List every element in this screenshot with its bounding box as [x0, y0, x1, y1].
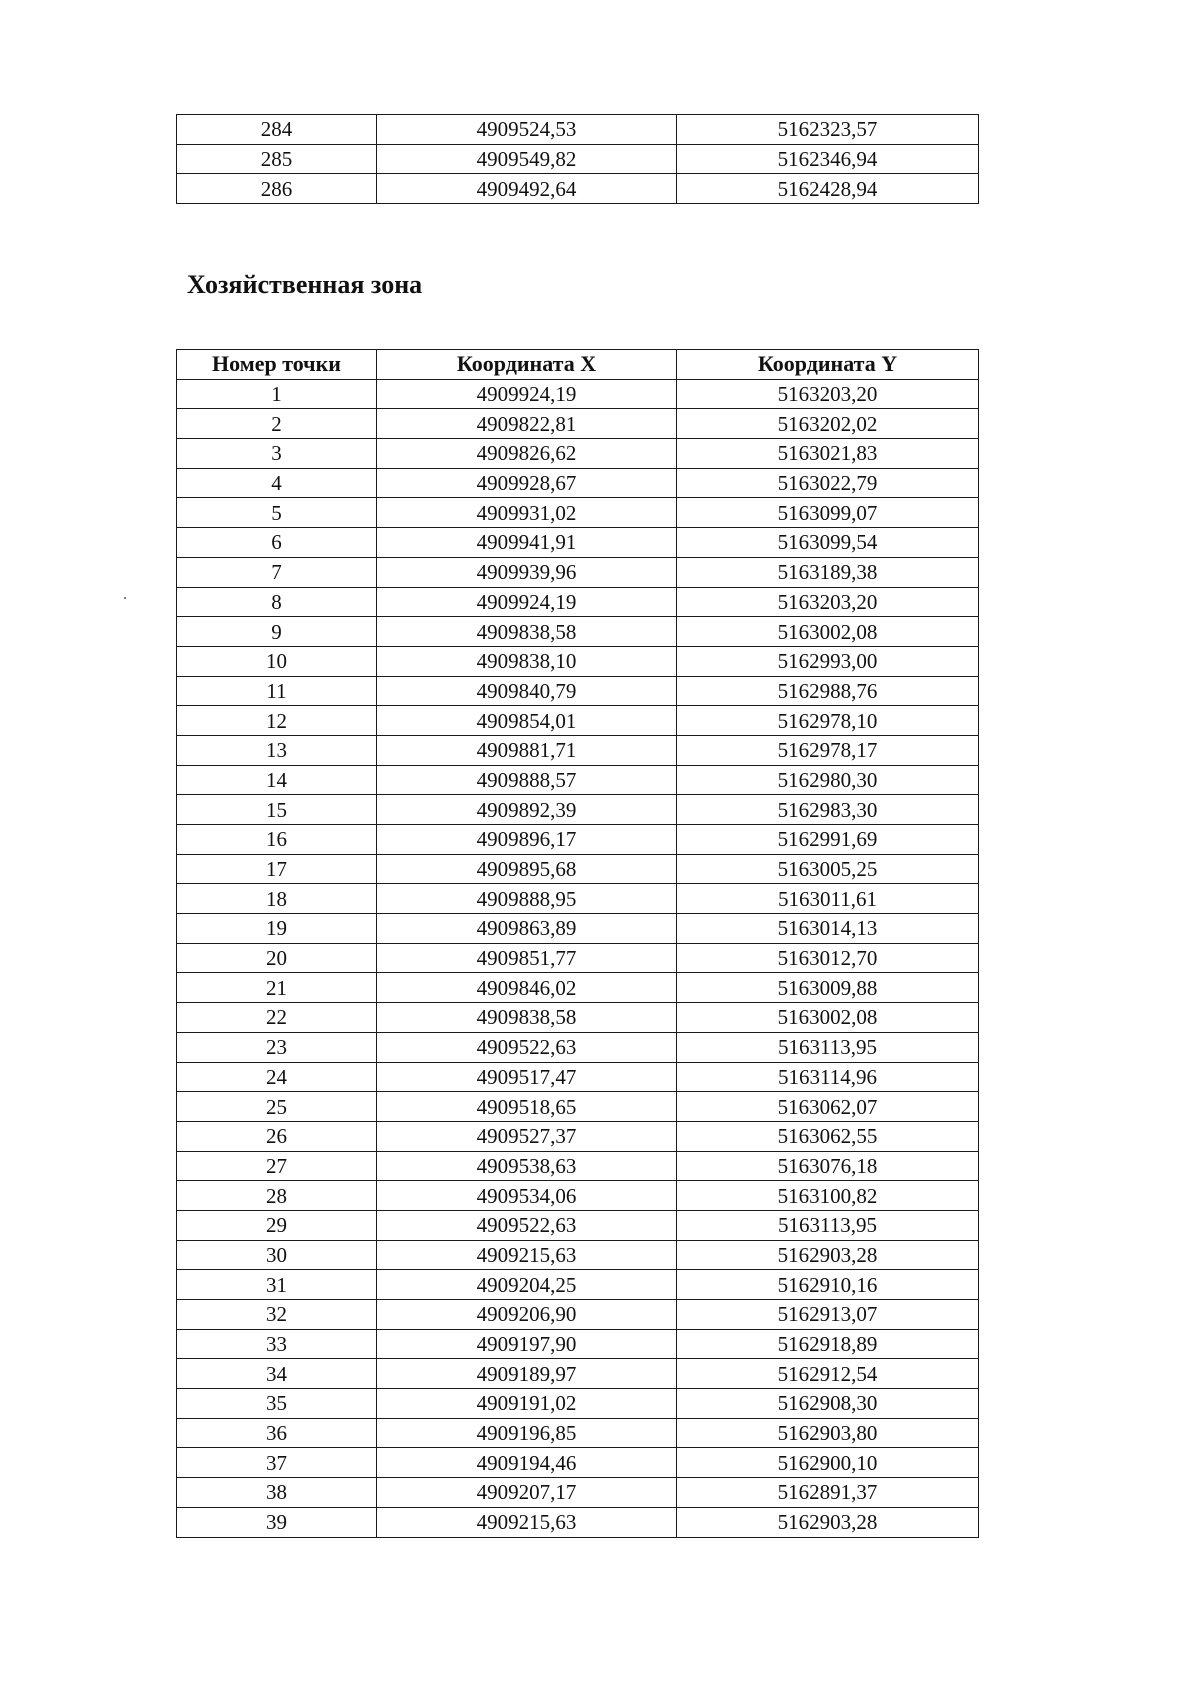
coordinate-y-cell: 5163014,13 [677, 914, 979, 944]
point-number-cell: 38 [177, 1478, 377, 1508]
table-row [177, 1092, 979, 1122]
table-header [177, 350, 979, 380]
point-number-cell: 27 [177, 1151, 377, 1181]
coordinate-y-cell: 5162980,30 [677, 765, 979, 795]
table-row [177, 1032, 979, 1062]
coordinate-x-cell: 4909846,02 [377, 973, 677, 1003]
table-row [177, 943, 979, 973]
coordinate-y-cell: 5163203,20 [677, 379, 979, 409]
section-title: Хозяйственная зона [187, 270, 423, 299]
coordinate-x-cell: 4909924,19 [377, 587, 677, 617]
coordinate-x-cell: 4909517,47 [377, 1062, 677, 1092]
coordinate-x-cell: 4909881,71 [377, 735, 677, 765]
table-row [177, 1300, 979, 1330]
coordinate-y-cell: 5163021,83 [677, 439, 979, 469]
coordinate-y-cell: 5163203,20 [677, 587, 979, 617]
main-table-body [177, 379, 979, 1537]
point-number-cell: 35 [177, 1389, 377, 1419]
coordinate-x-cell: 4909941,91 [377, 528, 677, 558]
table-row [177, 914, 979, 944]
coordinate-y-cell: 5163002,08 [677, 1003, 979, 1033]
coordinate-x-cell: 4909215,63 [377, 1240, 677, 1270]
coordinate-x-cell: 4909206,90 [377, 1300, 677, 1330]
table-row [177, 765, 979, 795]
coordinate-y-cell: 5162891,37 [677, 1478, 979, 1508]
previous-table-body [177, 115, 979, 204]
table-row [177, 1062, 979, 1092]
coordinate-y-cell: 5162912,54 [677, 1359, 979, 1389]
table-row [177, 735, 979, 765]
table-row [177, 1270, 979, 1300]
header-point-number: Номер точки [177, 350, 377, 380]
point-number-cell: 23 [177, 1032, 377, 1062]
point-number-cell: 1 [177, 379, 377, 409]
point-number-cell: 285 [177, 144, 377, 174]
point-number-cell: 15 [177, 795, 377, 825]
coordinate-x-cell: 4909826,62 [377, 439, 677, 469]
table-row [177, 587, 979, 617]
coordinate-y-cell: 5162900,10 [677, 1448, 979, 1478]
header-row [177, 350, 979, 380]
table-row [177, 854, 979, 884]
table-row [177, 468, 979, 498]
coordinate-y-cell: 5162323,57 [677, 115, 979, 145]
point-number-cell: 37 [177, 1448, 377, 1478]
coordinate-x-cell: 4909838,58 [377, 1003, 677, 1033]
coordinate-y-cell: 5163099,07 [677, 498, 979, 528]
point-number-cell: 8 [177, 587, 377, 617]
coordinate-x-cell: 4909524,53 [377, 115, 677, 145]
point-number-cell: 4 [177, 468, 377, 498]
coordinate-y-cell: 5162903,28 [677, 1240, 979, 1270]
point-number-cell: 13 [177, 735, 377, 765]
coordinate-y-cell: 5163062,55 [677, 1121, 979, 1151]
table-row [177, 646, 979, 676]
coordinate-x-cell: 4909189,97 [377, 1359, 677, 1389]
header-coordinate-x: Координата X [377, 350, 677, 380]
point-number-cell: 16 [177, 825, 377, 855]
point-number-cell: 9 [177, 617, 377, 647]
table-row [177, 528, 979, 558]
table-row [177, 1418, 979, 1448]
coordinate-y-cell: 5163099,54 [677, 528, 979, 558]
coordinate-y-cell: 5162908,30 [677, 1389, 979, 1419]
point-number-cell: 22 [177, 1003, 377, 1033]
point-number-cell: 11 [177, 676, 377, 706]
table-row [177, 617, 979, 647]
coordinate-x-cell: 4909518,65 [377, 1092, 677, 1122]
table-row [177, 1121, 979, 1151]
table-row [177, 884, 979, 914]
coordinate-x-cell: 4909207,17 [377, 1478, 677, 1508]
point-number-cell: 12 [177, 706, 377, 736]
coordinate-y-cell: 5163009,88 [677, 973, 979, 1003]
coordinate-x-cell: 4909939,96 [377, 557, 677, 587]
previous-coordinates-table [176, 114, 979, 204]
table-row [177, 174, 979, 204]
table-row [177, 1329, 979, 1359]
table-row [177, 1389, 979, 1419]
coordinate-y-cell: 5163189,38 [677, 557, 979, 587]
table-row [177, 676, 979, 706]
coordinate-y-cell: 5163005,25 [677, 854, 979, 884]
coordinate-x-cell: 4909931,02 [377, 498, 677, 528]
point-number-cell: 284 [177, 115, 377, 145]
point-number-cell: 30 [177, 1240, 377, 1270]
point-number-cell: 10 [177, 646, 377, 676]
point-number-cell: 31 [177, 1270, 377, 1300]
point-number-cell: 3 [177, 439, 377, 469]
point-number-cell: 36 [177, 1418, 377, 1448]
table-row [177, 1240, 979, 1270]
table-row [177, 1003, 979, 1033]
table-row [177, 1448, 979, 1478]
point-number-cell: 17 [177, 854, 377, 884]
coordinate-y-cell: 5163076,18 [677, 1151, 979, 1181]
coordinate-x-cell: 4909191,02 [377, 1389, 677, 1419]
coordinate-y-cell: 5163202,02 [677, 409, 979, 439]
point-number-cell: 2 [177, 409, 377, 439]
point-number-cell: 29 [177, 1210, 377, 1240]
coordinate-x-cell: 4909928,67 [377, 468, 677, 498]
coordinate-x-cell: 4909854,01 [377, 706, 677, 736]
coordinate-x-cell: 4909549,82 [377, 144, 677, 174]
coordinate-y-cell: 5162428,94 [677, 174, 979, 204]
table-row [177, 795, 979, 825]
point-number-cell: 32 [177, 1300, 377, 1330]
coordinate-x-cell: 4909196,85 [377, 1418, 677, 1448]
point-number-cell: 21 [177, 973, 377, 1003]
coordinate-x-cell: 4909527,37 [377, 1121, 677, 1151]
coordinate-x-cell: 4909822,81 [377, 409, 677, 439]
point-number-cell: 39 [177, 1507, 377, 1537]
table-row [177, 1181, 979, 1211]
coordinate-x-cell: 4909538,63 [377, 1151, 677, 1181]
coordinate-x-cell: 4909896,17 [377, 825, 677, 855]
point-number-cell: 19 [177, 914, 377, 944]
coordinate-x-cell: 4909197,90 [377, 1329, 677, 1359]
coordinate-x-cell: 4909888,95 [377, 884, 677, 914]
coordinate-x-cell: 4909924,19 [377, 379, 677, 409]
table-row [177, 409, 979, 439]
coordinate-y-cell: 5163114,96 [677, 1062, 979, 1092]
point-number-cell: 18 [177, 884, 377, 914]
table-row [177, 439, 979, 469]
coordinate-x-cell: 4909215,63 [377, 1507, 677, 1537]
coordinate-x-cell: 4909534,06 [377, 1181, 677, 1211]
coordinate-y-cell: 5163113,95 [677, 1032, 979, 1062]
coordinate-y-cell: 5162918,89 [677, 1329, 979, 1359]
table-row [177, 498, 979, 528]
coordinate-x-cell: 4909895,68 [377, 854, 677, 884]
table-row [177, 144, 979, 174]
coordinate-y-cell: 5162910,16 [677, 1270, 979, 1300]
coordinate-y-cell: 5163100,82 [677, 1181, 979, 1211]
coordinate-x-cell: 4909851,77 [377, 943, 677, 973]
coordinate-x-cell: 4909204,25 [377, 1270, 677, 1300]
coordinate-x-cell: 4909838,58 [377, 617, 677, 647]
coordinate-y-cell: 5163002,08 [677, 617, 979, 647]
point-number-cell: 34 [177, 1359, 377, 1389]
table-row [177, 1359, 979, 1389]
point-number-cell: 14 [177, 765, 377, 795]
coordinate-x-cell: 4909863,89 [377, 914, 677, 944]
table-row [177, 973, 979, 1003]
coordinate-x-cell: 4909840,79 [377, 676, 677, 706]
coordinate-y-cell: 5162983,30 [677, 795, 979, 825]
point-number-cell: 33 [177, 1329, 377, 1359]
table-row [177, 1210, 979, 1240]
coordinate-x-cell: 4909194,46 [377, 1448, 677, 1478]
coordinate-y-cell: 5163062,07 [677, 1092, 979, 1122]
point-number-cell: 7 [177, 557, 377, 587]
coordinate-y-cell: 5162993,00 [677, 646, 979, 676]
coordinate-y-cell: 5162913,07 [677, 1300, 979, 1330]
coordinate-y-cell: 5162903,80 [677, 1418, 979, 1448]
coordinate-y-cell: 5163022,79 [677, 468, 979, 498]
coordinate-x-cell: 4909522,63 [377, 1032, 677, 1062]
coordinate-y-cell: 5162988,76 [677, 676, 979, 706]
point-number-cell: 25 [177, 1092, 377, 1122]
coordinate-y-cell: 5162346,94 [677, 144, 979, 174]
table-row [177, 1151, 979, 1181]
header-coordinate-y: Координата Y [677, 350, 979, 380]
coordinate-x-cell: 4909888,57 [377, 765, 677, 795]
table-row [177, 115, 979, 145]
coordinate-x-cell: 4909492,64 [377, 174, 677, 204]
table-row [177, 1478, 979, 1508]
point-number-cell: 5 [177, 498, 377, 528]
coordinate-x-cell: 4909838,10 [377, 646, 677, 676]
coordinate-x-cell: 4909522,63 [377, 1210, 677, 1240]
economic-zone-coordinates-table [176, 349, 979, 1538]
point-number-cell: 26 [177, 1121, 377, 1151]
coordinate-y-cell: 5162978,17 [677, 735, 979, 765]
point-number-cell: 286 [177, 174, 377, 204]
point-number-cell: 24 [177, 1062, 377, 1092]
table-row [177, 706, 979, 736]
coordinate-y-cell: 5163011,61 [677, 884, 979, 914]
point-number-cell: 6 [177, 528, 377, 558]
point-number-cell: 20 [177, 943, 377, 973]
point-number-cell: 28 [177, 1181, 377, 1211]
scan-speck [124, 597, 126, 599]
table-row [177, 825, 979, 855]
table-row [177, 1507, 979, 1537]
coordinate-y-cell: 5162978,10 [677, 706, 979, 736]
coordinate-y-cell: 5163113,95 [677, 1210, 979, 1240]
table-row [177, 379, 979, 409]
coordinate-y-cell: 5162903,28 [677, 1507, 979, 1537]
coordinate-x-cell: 4909892,39 [377, 795, 677, 825]
coordinate-y-cell: 5163012,70 [677, 943, 979, 973]
coordinate-y-cell: 5162991,69 [677, 825, 979, 855]
table-row [177, 557, 979, 587]
